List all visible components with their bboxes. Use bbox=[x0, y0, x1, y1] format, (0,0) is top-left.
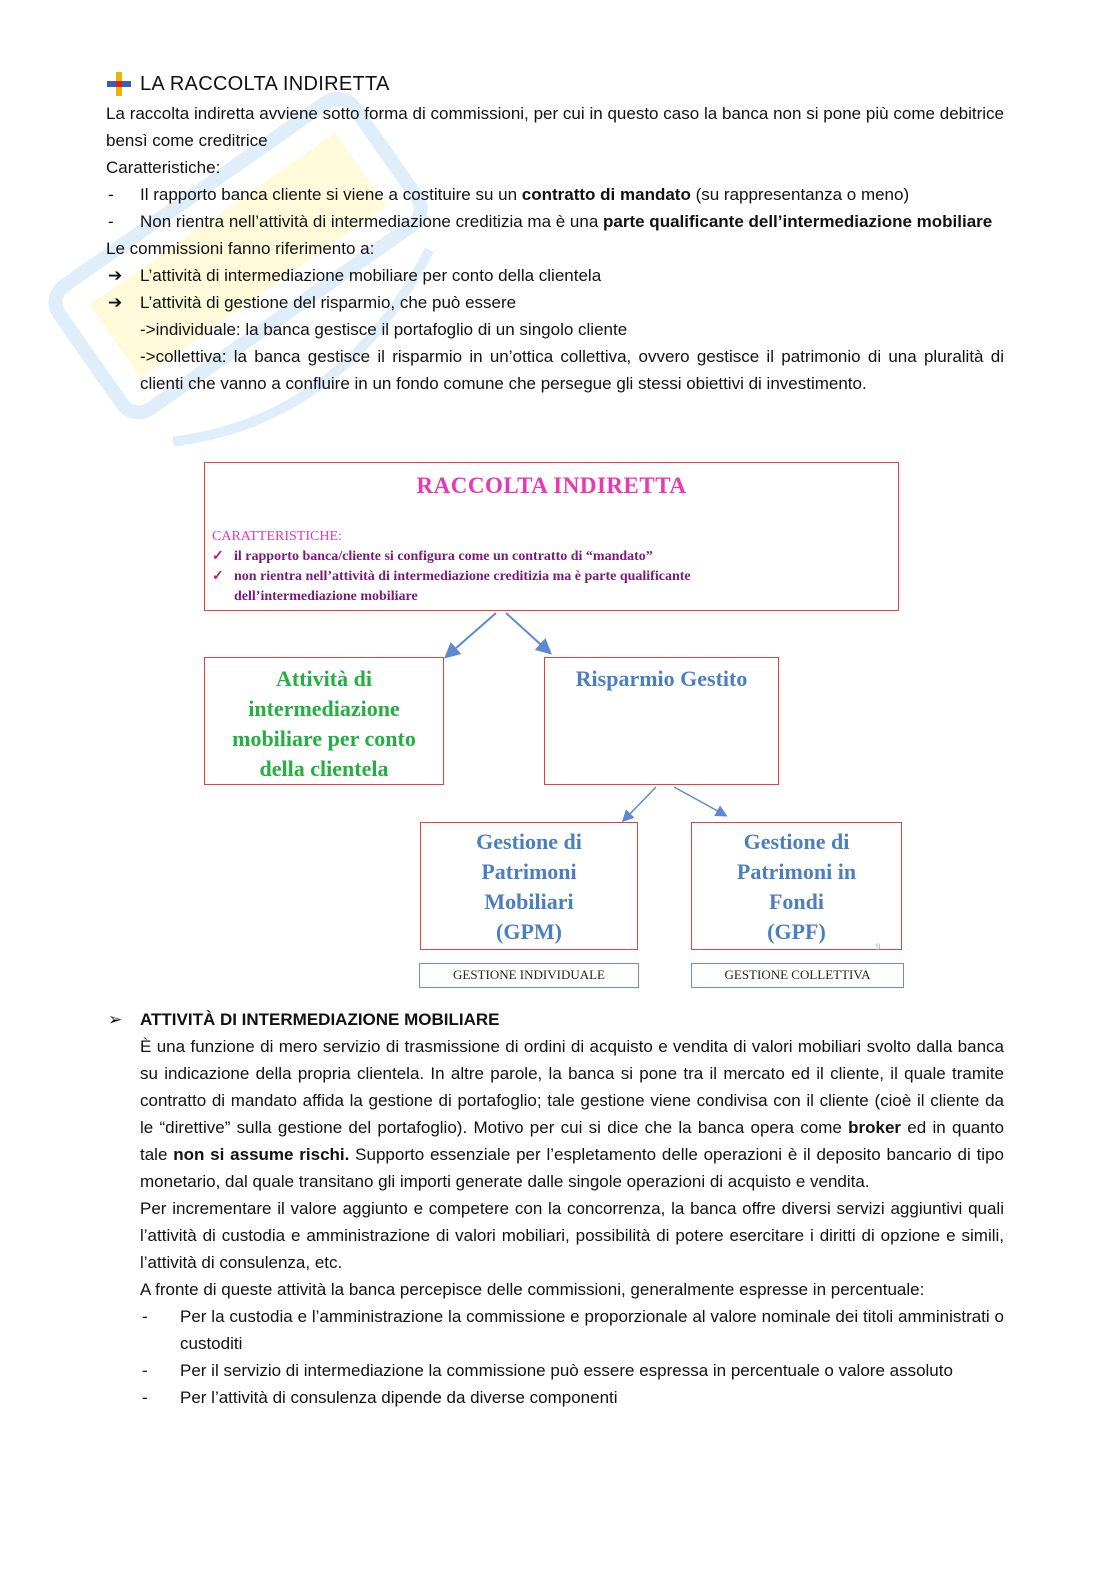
gpm-text bbox=[421, 823, 637, 947]
paragraph-text: Supporto essenziale per l’espletamento delle operazioni è il deposito bancario di tipo monetario, dal quale transitano gli importi generate dalle singole operazioni di acquisto e vendita. bbox=[140, 1145, 1004, 1191]
box-line: Gestione di bbox=[743, 829, 850, 854]
box-line: (GPM) bbox=[496, 919, 562, 944]
bullet-text: Non rientra nell’attività di intermediazione creditizia ma è una bbox=[140, 212, 604, 231]
box-line: della clientela bbox=[259, 756, 389, 781]
triangle-bullet-icon: ➢ bbox=[108, 1010, 123, 1029]
paragraph-bold: non si assume rischi. bbox=[173, 1145, 350, 1164]
check-icon: ✓ bbox=[212, 569, 224, 584]
box-line: Gestione di bbox=[476, 829, 582, 854]
list-item bbox=[106, 262, 1004, 289]
box-line: Patrimoni bbox=[481, 859, 577, 884]
risparmio-gestito-box bbox=[544, 657, 779, 785]
box-line: mobiliare per conto bbox=[232, 726, 416, 751]
check-icon: ✓ bbox=[212, 549, 224, 564]
intro-paragraph: La raccolta indiretta avviene sotto forma di commissioni, per cui in questo caso la banca non si pone più come debitrice bensì come creditrice bbox=[106, 104, 1004, 150]
arrow-right-icon: ➔ bbox=[108, 293, 123, 312]
dash-bullet: - bbox=[142, 1307, 148, 1326]
slide-number: 9 bbox=[876, 942, 881, 952]
bullet-bold: contratto di mandato bbox=[521, 185, 691, 204]
risparmio-gestito-text: Risparmio Gestito bbox=[575, 666, 748, 691]
gpf-text bbox=[692, 823, 901, 947]
bullet-text: (su rappresentanza o meno) bbox=[690, 185, 910, 204]
intermediazione-box bbox=[204, 657, 444, 785]
box-line: Mobiliari bbox=[484, 889, 574, 914]
dash-bullet: - bbox=[108, 185, 114, 204]
page-title: LA RACCOLTA INDIRETTA bbox=[140, 72, 390, 95]
list-item bbox=[140, 1303, 1004, 1357]
list-item bbox=[106, 208, 1004, 235]
dash-bullet: - bbox=[108, 212, 114, 231]
dash-bullet: - bbox=[142, 1388, 148, 1407]
list-text: Per la custodia e l’amministrazione la commissione e proporzionale al valore nominale dei titoli amministrati o custoditi bbox=[180, 1307, 1004, 1353]
paragraph-bold: broker bbox=[848, 1118, 902, 1137]
paragraph-text: È una funzione di mero servizio di trasmissione di ordini di acquisto e vendita di valori mobiliari svolto dalla banca su indicazione della propria clientela. In altre parole, la banca si pone tra il mercato ed il cliente, il quale tramite contratto di mandato affida la gestione di portafoglio; tale gestione viene condivisa con il cliente (cioè il cliente da le “direttive” sulla gestione del portafoglio). Motivo per cui si dice che la banca opera come bbox=[140, 1037, 1004, 1137]
box-line: Attività di bbox=[276, 666, 372, 691]
section-paragraph: A fronte di queste attività la banca percepisce delle commissioni, generalmente espresse in percentuale: bbox=[140, 1280, 925, 1299]
gestione-collettiva-label: GESTIONE COLLETTIVA bbox=[691, 963, 904, 988]
arrow-to-intermediazione bbox=[447, 613, 496, 656]
check-text: il rapporto banca/cliente si configura come un contratto di “mandato” bbox=[234, 549, 653, 564]
list-item bbox=[106, 181, 1004, 208]
section-title-row bbox=[106, 68, 1004, 100]
arrow-to-risparmio bbox=[506, 613, 549, 652]
bullet-bold: parte qualificante dell’intermediazione mobiliare bbox=[603, 212, 993, 231]
arrow-to-gpf bbox=[674, 787, 725, 815]
raccolta-indiretta-box bbox=[204, 462, 899, 611]
list-item bbox=[106, 289, 1004, 316]
list-item bbox=[140, 1357, 1004, 1384]
diagram-check-continuation: dell’intermediazione mobiliare bbox=[234, 589, 418, 604]
arrow-text: L’attività di gestione del risparmio, che può essere bbox=[140, 293, 517, 312]
bullet-text: Il rapporto banca cliente si viene a costituire su un bbox=[140, 185, 522, 204]
diagram-title: RACCOLTA INDIRETTA bbox=[416, 473, 687, 498]
section-paragraph: Per incrementare il valore aggiunto e competere con la concorrenza, la banca offre diversi servizi aggiuntivi quali l’attività di custodia e amministrazione di valori mobiliari, possibilità di potere esercitare i diritti di opzione e simili, l’attività di consulenza, etc. bbox=[140, 1199, 1004, 1272]
list-text: Per il servizio di intermediazione la commissione può essere espressa in percentuale o valore assoluto bbox=[180, 1361, 953, 1380]
box-line: (GPF) bbox=[767, 919, 826, 944]
check-text: non rientra nell’attività di intermediazione creditizia ma è parte qualificante bbox=[234, 569, 691, 584]
collettiva-line: ->collettiva: la banca gestisce il risparmio in un’ottica collettiva, ovvero gestisce il patrimonio di una pluralità di clienti che vanno a confluire in un fondo comune che persegue gli stessi obiettivi di investimento. bbox=[140, 347, 1004, 393]
section-heading bbox=[106, 1006, 1004, 1033]
arrow-to-gpm bbox=[624, 787, 656, 820]
individuale-line: ->individuale: la banca gestisce il portafoglio di un singolo cliente bbox=[140, 320, 628, 339]
gestione-individuale-label: GESTIONE INDIVIDUALE bbox=[419, 963, 639, 988]
diagram-check-item bbox=[212, 568, 691, 585]
intermediazione-text bbox=[205, 658, 443, 784]
paragraph-text: ed in quanto tale bbox=[140, 1118, 1005, 1164]
commissioni-detail-list bbox=[140, 1303, 1004, 1411]
gpm-box bbox=[420, 822, 638, 950]
gpf-box bbox=[691, 822, 902, 950]
diagram-check-item bbox=[212, 548, 653, 565]
section-paragraph bbox=[140, 1033, 1004, 1195]
commissioni-label: Le commissioni fanno riferimento a: bbox=[106, 239, 375, 258]
caratteristiche-list bbox=[106, 181, 1004, 235]
arrow-right-icon: ➔ bbox=[108, 266, 123, 285]
cross-bullet-icon bbox=[106, 71, 132, 97]
diagram-caratteristiche-label: CARATTERISTICHE: bbox=[212, 529, 342, 544]
arrow-text: L’attività di intermediazione mobiliare per conto della clientela bbox=[140, 266, 602, 285]
caratteristiche-label: Caratteristiche: bbox=[106, 158, 221, 177]
commissioni-list bbox=[106, 262, 1004, 316]
section-heading-text: ATTIVITÀ DI INTERMEDIAZIONE MOBILIARE bbox=[140, 1010, 500, 1029]
intermediazione-section bbox=[106, 1006, 1004, 1411]
box-line: Fondi bbox=[768, 889, 825, 914]
dash-bullet: - bbox=[142, 1361, 148, 1380]
list-item bbox=[140, 1384, 1004, 1411]
list-text: Per l’attività di consulenza dipende da diverse componenti bbox=[180, 1388, 618, 1407]
section-body bbox=[106, 1033, 1004, 1303]
box-line: intermediazione bbox=[248, 696, 400, 721]
box-line: Patrimoni in bbox=[736, 859, 857, 884]
intro-section bbox=[106, 68, 1004, 397]
